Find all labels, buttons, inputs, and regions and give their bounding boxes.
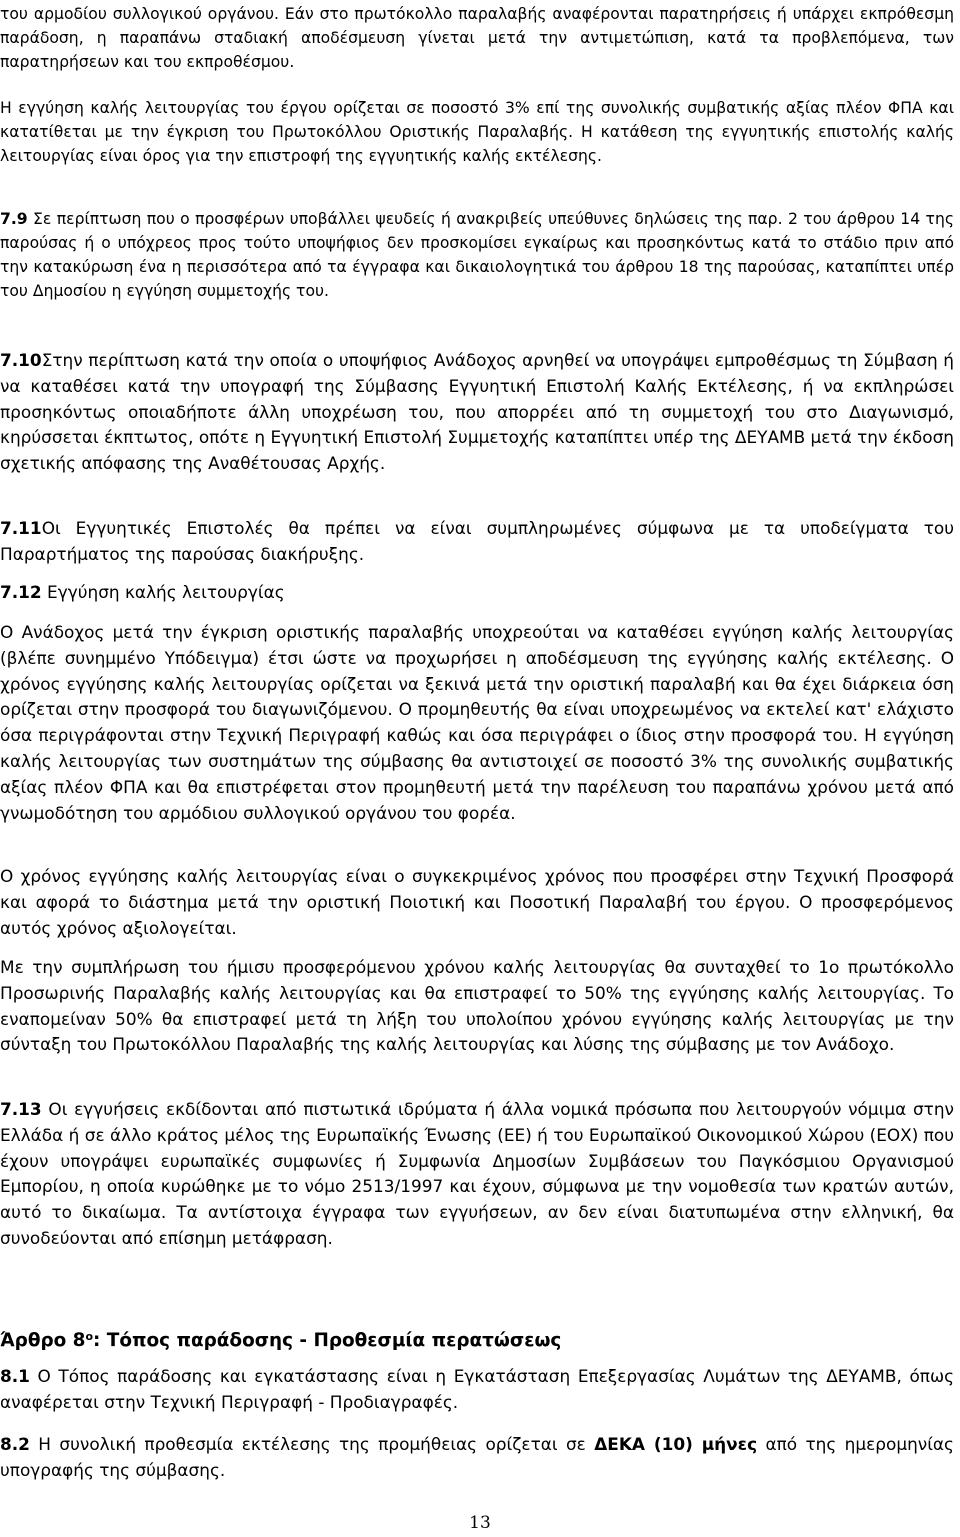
heading-title: : Τόπος παράδοσης - Προθεσμία περατώσεως [93, 1330, 562, 1351]
paragraph-text: του αρμοδίου συλλογικού οργάνου. Εάν στο πρωτόκολλο παραλαβής αναφέρονται παρατηρήσεις ή υπάρχει εκπρόθεσμη παράδοση, η παραπάνω σταδιακή αποδέσμευση γίνεται μετά την αντιμετώπιση, κατά τα προβλεπόμενα, των παρατηρήσεων και του εκπροθέσμου. [0, 5, 954, 71]
paragraph-8-1 [0, 1364, 954, 1416]
section-number: 7.11 [0, 518, 42, 538]
paragraph-text: Σε περίπτωση που ο προσφέρων υποβάλλει ψευδείς ή ανακριβείς υπεύθυνες δηλώσεις της παρ. 2 του άρθρου 14 της παρούσας ή ο υπόχρεος προς τούτο υποψήφιος δεν προσκομίσει εγκαίρως και προσηκόντως κατά το στάδιο πριν από την κατακύρωση ένα η περισσότερα από τα έγγραφα και δικαιολογητικά του άρθρου 18 της παρούσας, καταπίπτει υπέρ του Δημοσίου η εγγύηση συμμετοχής του. [0, 210, 954, 300]
heading-ordinal: ο [85, 1330, 94, 1343]
paragraph-7-11 [0, 516, 954, 568]
paragraph-text: Οι εγγυήσεις εκδίδονται από πιστωτικά ιδρύματα ή άλλα νομικά πρόσωπα που λειτουργούν νόμιμα στην Ελλάδα ή σε άλλο κράτος μέλος της Ευρωπαϊκής Ένωσης (ΕΕ) ή του Ευρωπαϊκού Οικονομικού Χώρου (ΕΟΧ) που έχουν υπογράψει ευρωπαϊκές συμφωνίες ή Συμφωνία Δημοσίων Συμβάσεων του Παγκόσμιου Οργανισμού Εμπορίου, η οποία κυρώθηκε με το νόμο 2513/1997 και έχουν, σύμφωνα με την νομοθεσία των κρατών αυτών, αυτό το δικαίωμα. Τα αντίστοιχα έγγραφα των εγγυήσεων, αν δεν είναι διατυπωμένα στην ελληνική, θα συνοδεύονται από επίσημη μετάφραση. [0, 1099, 954, 1248]
paragraph-text: Στην περίπτωση κατά την οποία ο υποψήφιος Ανάδοχος αρνηθεί να υπογράψει εμπροθέσμως τη Σύμβαση ή να καταθέσει κατά την υπογραφή της Σύμβασης Εγγυητική Επιστολή Καλής Εκτέλεσης, ή να εκπληρώσει προσηκόντως οποιαδήποτε άλλη υποχρέωση του, που απορρέει από τη συμμετοχή του στο Διαγωνισμό, κηρύσσεται έκπτωτος, οπότε η Εγγυητική Επιστολή Συμμετοχής καταπίπτει υπέρ της ΔΕΥΑΜΒ μετά την έκδοση σχετικής απόφασης της Αναθέτουσας Αρχής. [0, 350, 954, 474]
section-number: 8.1 [0, 1366, 30, 1386]
paragraph-text: Οι Εγγυητικές Επιστολές θα πρέπει να είναι συμπληρωμένες σύμφωνα με τα υποδείγματα του Παραρτήματος της παρούσας διακήρυξης. [0, 518, 954, 564]
paragraph-7-13 [0, 1097, 954, 1252]
paragraph-7-12-title [0, 580, 954, 606]
section-number: 7.12 [0, 582, 42, 602]
paragraph-text: Με την συμπλήρωση του ήμισυ προσφερόμενου χρόνου καλής λειτουργίας θα συνταχθεί το 1ο πρωτόκολλο Προσωρινής Παραλαβής καλής λειτουργίας και θα επιστραφεί το 50% της εγγύησης καλής λειτουργίας. Το εναπομείναν 50% θα επιστραφεί μετά τη λήξη του υπολοίπου χρόνου εγγύησης καλής λειτουργίας με την σύνταξη του Πρωτοκόλλου Παραλαβής της καλής λειτουργίας και λύσης της σύμβασης με τον Ανάδοχο. [0, 957, 954, 1055]
paragraph-text: Εγγύηση καλής λειτουργίας [41, 582, 285, 602]
paragraph-warranty-return [0, 955, 954, 1058]
paragraph-text: Η εγγύηση καλής λειτουργίας του έργου ορίζεται σε ποσοστό 3% επί της συνολικής συμβατικής αξίας πλέον ΦΠΑ και κατατίθεται με την έγκριση του Πρωτοκόλλου Οριστικής Παραλαβής. Η κατάθεση της εγγυητικής επιστολής καλής λειτουργίας είναι όρος για την επιστροφή της εγγυητικής καλής εκτέλεσης. [0, 99, 954, 165]
paragraph-text: Ο χρόνος εγγύησης καλής λειτουργίας είναι ο συγκεκριμένος χρόνος που προσφέρει στην Τεχνική Προσφορά και αφορά το διάστημα μετά την οριστική Ποιοτική και Ποσοτική Παραλαβή του έργου. Ο προσφερόμενος αυτός χρόνος αξιολογείται. [0, 866, 954, 938]
paragraph-8-2 [0, 1432, 954, 1484]
paragraph-7-9 [0, 207, 954, 303]
section-number: 7.13 [0, 1099, 42, 1119]
section-number: 7.9 [0, 210, 28, 228]
heading-prefix: Άρθρο 8 [0, 1330, 86, 1351]
paragraph-warranty-percentage [0, 96, 954, 168]
page-number: 13 [469, 1513, 491, 1533]
paragraph-text: Η συνολική προθεσμία εκτέλεσης της προμήθειας ορίζεται σε [29, 1434, 595, 1454]
deadline-emphasis: ΔΕΚΑ (10) μήνες [594, 1434, 758, 1454]
section-number: 8.2 [0, 1434, 30, 1454]
paragraph-7-10 [0, 348, 954, 477]
paragraph-text: από της ημερομηνίας υπογραφής της σύμβασης. [0, 1434, 954, 1480]
paragraph-text: Ο Τόπος παράδοσης και εγκατάστασης είναι η Εγκατάσταση Επεξεργασίας Λυμάτων της ΔΕΥΑΜΒ, όπως αναφέρεται στην Τεχνική Περιγραφή - Προδιαγραφές. [0, 1366, 954, 1412]
paragraph-text: Ο Ανάδοχος μετά την έγκριση οριστικής παραλαβής υποχρεούται να καταθέσει εγγύηση καλής λειτουργίας (βλέπε συνημμένο Υπόδειγμα) έτσι ώστε να προχωρήσει η αποδέσμευση της εγγύησης καλής εκτέλεσης. Ο χρόνος εγγύησης καλής λειτουργίας ορίζεται να ξεκινά μετά την οριστική παραλαβή και θα έχει διάρκεια όση ορίζεται στην προσφορά του διαγωνιζόμενου. Ο προμηθευτής θα είναι υποχρεωμένος να εκτελεί κατ' ελάχιστο όσα περιγράφονται στην Τεχνική Περιγραφή καθώς και όσα περιγράφει ο ίδιος στην προσφορά του. Η εγγύηση καλής λειτουργίας των συστημάτων της σύμβασης θα αντιστοιχεί σε ποσοστό 3% της συνολικής συμβατικής αξίας πλέον ΦΠΑ και θα επιστρέφεται στον προμηθευτή μετά την παρέλευση του παραπάνω χρόνου μετά από γνωμοδότηση του αρμόδιου συλλογικού οργάνου του φορέα. [0, 622, 954, 823]
article-8-heading [0, 1328, 954, 1354]
paragraph-7-12-body [0, 620, 954, 826]
section-number: 7.10 [0, 350, 42, 370]
paragraph-warranty-time [0, 864, 954, 941]
paragraph-continuation [0, 2, 954, 74]
